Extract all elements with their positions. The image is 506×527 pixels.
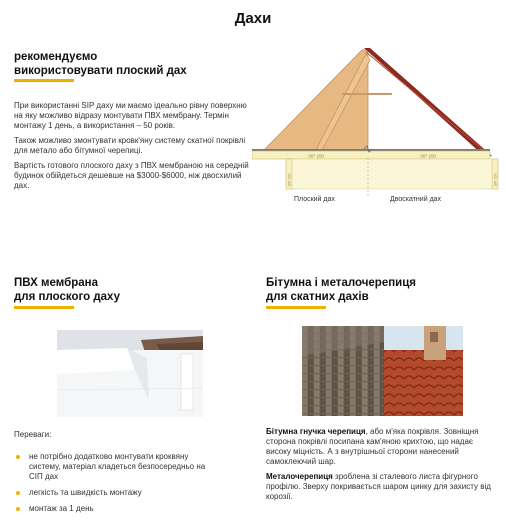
metal-description: зроблена зі сталевого листа фігурного профілю. Зверху покривається шаром цинку для захисту від корозії. bbox=[266, 472, 491, 501]
benefits-list bbox=[14, 452, 214, 520]
metal-paragraph bbox=[266, 472, 496, 502]
pitched-accent-line bbox=[266, 306, 326, 309]
gable-roof-covering bbox=[364, 48, 492, 156]
benefit-item: легкість та швидкість монтажу bbox=[14, 488, 214, 498]
pitched-heading bbox=[266, 276, 496, 304]
benefits-title: Переваги: bbox=[14, 430, 52, 439]
pvc-heading-line1: ПВХ мембрана bbox=[14, 277, 98, 289]
interior-ceiling bbox=[292, 159, 492, 189]
gable-roof-highlight bbox=[366, 52, 488, 154]
pvc-heading-line2: для плоского даху bbox=[14, 291, 120, 303]
bitumen-shingle-photo bbox=[302, 326, 384, 416]
sip-wall-label-right: SIP 160 bbox=[493, 173, 498, 186]
flat-roof-heading-line2: використовувати плоский дах bbox=[14, 65, 187, 77]
bitumen-paragraph bbox=[266, 427, 496, 467]
sip-wall-label-left: SIP 160 bbox=[287, 173, 292, 186]
flat-roof-heading bbox=[14, 50, 234, 78]
pitched-heading-line2: для скатних дахів bbox=[266, 291, 369, 303]
metal-tile-photo bbox=[384, 326, 463, 416]
flat-roof-accent-line bbox=[14, 79, 74, 82]
flat-roof-heading-line1: рекомендуємо bbox=[14, 51, 98, 63]
bitumen-term: Бітумна гнучка черепиця bbox=[266, 427, 366, 436]
flat-roof-para-3: Вартість готового плоского даху з ПВХ мембраною на середній будинок обійдеться дешевше на $3000-$6000, ніж двосхилий дах. bbox=[14, 161, 249, 190]
sip-roof-panel bbox=[252, 151, 490, 159]
flat-roof-para-2: Також можливо змонтувати кровк'яну систему скатної покрівлі для метало або бітумної черепиці. bbox=[14, 136, 246, 155]
sip-roof-label-right: SIP 200 bbox=[420, 153, 436, 159]
gable-left-rafter bbox=[264, 50, 368, 150]
caption-gable-roof: Двоскатний дах bbox=[390, 196, 442, 203]
pvc-heading bbox=[14, 276, 234, 304]
benefit-item: монтаж за 1 день bbox=[14, 504, 214, 514]
caption-flat-roof: Плоский дах bbox=[294, 196, 335, 203]
pitched-heading-line1: Бітумна і металочерепиця bbox=[266, 277, 417, 289]
pvc-accent-line bbox=[14, 306, 74, 309]
roof-diagram bbox=[252, 46, 506, 206]
metal-term: Металочерепиця bbox=[266, 472, 333, 481]
pitched-text bbox=[266, 427, 496, 507]
bitumen-description: , або м'яка покрівля. Зовніщня сторона покрівлі посипана кам'яною крихтою, що надає високу міцність. А з внутрішньої сторони нанесений самоклеючий шар. bbox=[266, 427, 479, 466]
flat-roof-text bbox=[14, 101, 254, 196]
pvc-roof-photo bbox=[57, 330, 203, 417]
sip-roof-label-left: SIP 200 bbox=[308, 153, 324, 159]
benefit-item: не потрібно додатково монтувати кроквяну систему, матеріал кладеться безпосередньо на СІП дах bbox=[14, 452, 214, 482]
flat-roof-para-1: При використанні SIP даху ми маємо ідеально рівну поверхню на яку можливо відразу монтувати ПВХ мембрану. Термін монтажу 1 день, а використання – 50 років. bbox=[14, 101, 247, 130]
page-title: Дахи bbox=[234, 10, 272, 27]
